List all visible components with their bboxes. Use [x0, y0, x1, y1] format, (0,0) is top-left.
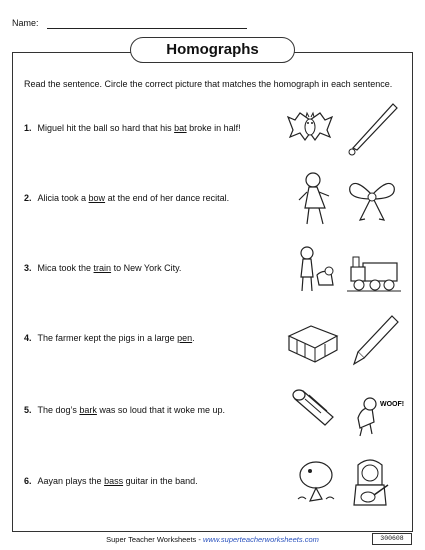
- guitar-player-icon[interactable]: [350, 455, 395, 510]
- question-6: [24, 476, 198, 486]
- worksheet-code: 300608: [372, 533, 412, 545]
- question-number: 2.: [24, 193, 32, 203]
- question-4: [24, 333, 195, 343]
- baseball-bat-icon[interactable]: [345, 100, 400, 160]
- sentence-part: Aayan plays the: [37, 476, 105, 486]
- question-number: 5.: [24, 405, 32, 415]
- sentence-part: Mica took the: [37, 263, 94, 273]
- ink-pen-icon[interactable]: [350, 312, 400, 367]
- sentence-part: broke in half!: [186, 123, 241, 133]
- sentence-part: at the end of her dance recital.: [105, 193, 230, 203]
- tree-log-icon[interactable]: [285, 385, 340, 435]
- sentence-part: The dog’s: [37, 405, 80, 415]
- footer-link[interactable]: www.superteacherworksheets.com: [202, 535, 319, 544]
- question-number: 3.: [24, 263, 32, 273]
- page-title: Homographs: [130, 37, 295, 63]
- instructions: Read the sentence. Circle the correct picture that matches the homograph in each sentence.: [24, 79, 393, 89]
- sentence-part: .: [192, 333, 195, 343]
- homograph-word: bass: [104, 476, 124, 486]
- bat-animal-icon[interactable]: [285, 105, 335, 150]
- sentence-part: Miguel hit the ball so hard that his: [37, 123, 175, 133]
- barking-dog-icon[interactable]: [348, 388, 406, 438]
- steam-train-icon[interactable]: [345, 245, 403, 293]
- question-5: [24, 405, 225, 415]
- homograph-word: bow: [88, 193, 106, 203]
- ribbon-bow-icon[interactable]: [345, 175, 400, 225]
- sentence-part: Alicia took a: [37, 193, 89, 203]
- homograph-word: train: [93, 263, 112, 273]
- homograph-word: pen: [177, 333, 193, 343]
- sentence-part: The farmer kept the pigs in a large: [37, 333, 178, 343]
- name-label: Name:: [12, 18, 39, 28]
- boy-training-dog-icon[interactable]: [293, 245, 338, 295]
- footer-text: Super Teacher Worksheets -: [106, 535, 203, 544]
- woof-text: WOOF!: [380, 401, 405, 408]
- question-number: 1.: [24, 123, 32, 133]
- homograph-word: bark: [79, 405, 97, 415]
- question-2: [24, 193, 229, 203]
- bass-fish-icon[interactable]: [292, 455, 342, 505]
- question-number: 4.: [24, 333, 32, 343]
- sentence-part: was so loud that it woke me up.: [96, 405, 225, 415]
- homograph-word: bat: [174, 123, 187, 133]
- question-3: [24, 263, 181, 273]
- question-number: 6.: [24, 476, 32, 486]
- footer: [0, 535, 425, 544]
- sentence-part: guitar in the band.: [123, 476, 198, 486]
- name-field[interactable]: [47, 28, 247, 29]
- question-1: [24, 123, 241, 133]
- sentence-part: to New York City.: [111, 263, 182, 273]
- girl-bowing-icon[interactable]: [295, 170, 335, 228]
- pig-pen-icon[interactable]: [285, 318, 340, 363]
